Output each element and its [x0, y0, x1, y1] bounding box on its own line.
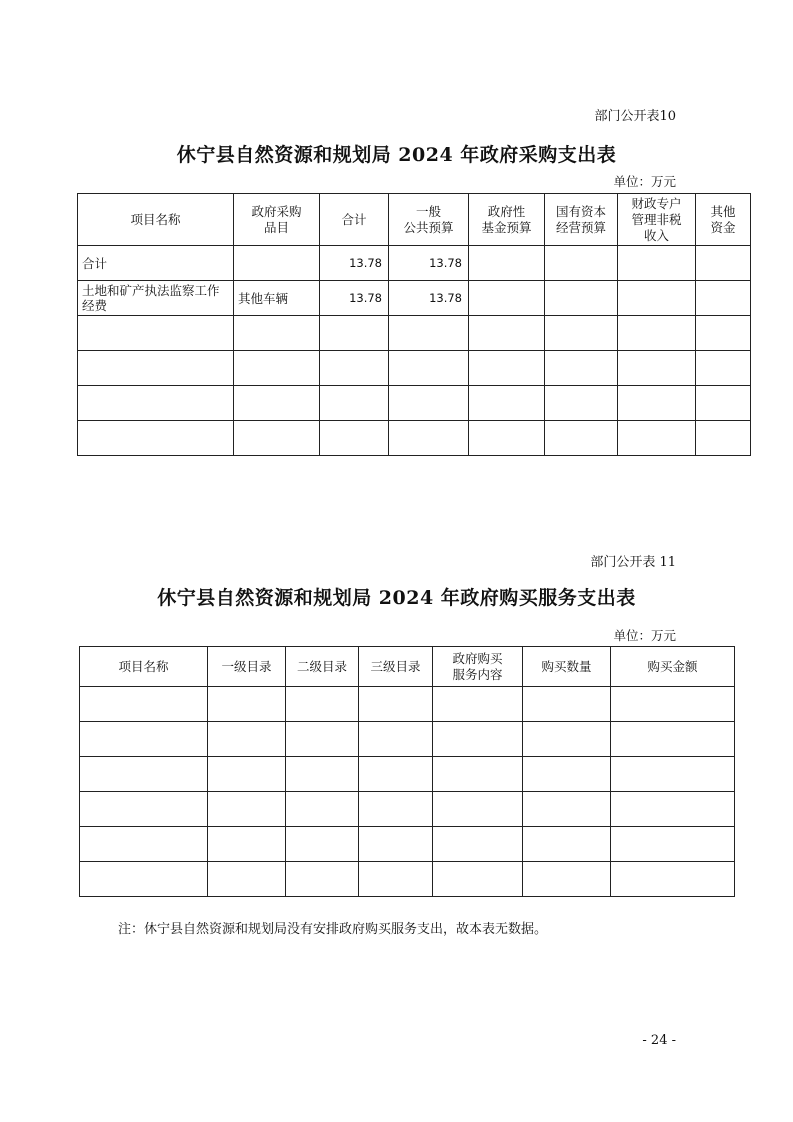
- table-cell: [469, 386, 545, 421]
- table-cell: [208, 722, 286, 757]
- table-row: [80, 757, 735, 792]
- header-cell: 项目名称: [80, 647, 208, 687]
- table-cell: [433, 792, 523, 827]
- table-cell: [611, 862, 735, 897]
- table-cell: [286, 722, 359, 757]
- table-cell: [523, 827, 611, 862]
- table-cell: [545, 316, 618, 351]
- table10-title: 休宁县自然资源和规划局 2024 年政府采购支出表: [176, 144, 617, 166]
- table10-header-row: [78, 194, 751, 246]
- table-cell: [359, 722, 433, 757]
- table-cell: [359, 827, 433, 862]
- table-cell: [78, 421, 234, 456]
- table-cell: [696, 281, 751, 316]
- table-cell: [286, 687, 359, 722]
- table-cell: [611, 792, 735, 827]
- table-cell: [618, 246, 696, 281]
- table-cell: [80, 687, 208, 722]
- table-cell: [80, 862, 208, 897]
- table-cell: [389, 386, 469, 421]
- table-cell: [234, 386, 320, 421]
- table10-unit: 单位：万元: [613, 174, 676, 189]
- table-cell: [611, 687, 735, 722]
- table-cell: 土地和矿产执法监察工作经费: [78, 281, 234, 316]
- table-cell: [469, 316, 545, 351]
- table-row: [80, 792, 735, 827]
- table11-label: 部门公开表 11: [590, 555, 676, 570]
- table-row: [78, 316, 751, 351]
- table-cell: [696, 316, 751, 351]
- table-cell: 13.78: [389, 281, 469, 316]
- table11-header-row: [80, 647, 735, 687]
- table-cell: [433, 862, 523, 897]
- table-cell: [359, 687, 433, 722]
- table11-unit: 单位：万元: [613, 628, 676, 643]
- table-cell: [469, 281, 545, 316]
- table-cell: [433, 722, 523, 757]
- table-cell: [78, 351, 234, 386]
- table-cell: [618, 351, 696, 386]
- table-cell: [234, 351, 320, 386]
- table-row: [80, 722, 735, 757]
- table-cell: [234, 246, 320, 281]
- table-cell: [523, 722, 611, 757]
- table-cell: [80, 722, 208, 757]
- table-cell: [320, 421, 389, 456]
- table-cell: [618, 281, 696, 316]
- table11-title: 休宁县自然资源和规划局 2024 年政府购买服务支出表: [157, 587, 636, 609]
- table-cell: 13.78: [320, 281, 389, 316]
- table11-note: 注：休宁县自然资源和规划局没有安排政府购买服务支出，故本表无数据。: [118, 922, 548, 937]
- table-cell: [696, 386, 751, 421]
- table-row: [80, 827, 735, 862]
- table-cell: [545, 351, 618, 386]
- table-cell: [80, 792, 208, 827]
- table-cell: [433, 757, 523, 792]
- header-cell: 项目名称: [78, 194, 234, 246]
- header-cell: 购买金额: [611, 647, 735, 687]
- header-cell: 政府购买 服务内容: [433, 647, 523, 687]
- table-cell: [234, 316, 320, 351]
- page-number: - 24 -: [642, 1033, 676, 1048]
- table-cell: [469, 351, 545, 386]
- table-cell: [618, 316, 696, 351]
- table-cell: [389, 421, 469, 456]
- table-cell: [696, 246, 751, 281]
- table-row: [80, 862, 735, 897]
- table-cell: [286, 862, 359, 897]
- table-cell: 其他车辆: [234, 281, 320, 316]
- table-cell: [208, 792, 286, 827]
- table-cell: [611, 827, 735, 862]
- header-cell: 三级目录: [359, 647, 433, 687]
- table-cell: [618, 421, 696, 456]
- header-cell: 一级目录: [208, 647, 286, 687]
- table-cell: [286, 757, 359, 792]
- table-cell: [523, 687, 611, 722]
- table-cell: [359, 862, 433, 897]
- table-cell: [433, 827, 523, 862]
- header-cell: 合计: [320, 194, 389, 246]
- table-cell: [359, 792, 433, 827]
- header-cell: 购买数量: [523, 647, 611, 687]
- table-cell: 13.78: [320, 246, 389, 281]
- table-cell: [545, 421, 618, 456]
- table-cell: 合计: [78, 246, 234, 281]
- table-cell: [286, 792, 359, 827]
- table-cell: [389, 351, 469, 386]
- table-cell: [523, 792, 611, 827]
- procurement-table: [77, 193, 751, 456]
- table-cell: [78, 386, 234, 421]
- table-cell: [208, 757, 286, 792]
- table-row: [78, 386, 751, 421]
- header-cell: 政府采购 品目: [234, 194, 320, 246]
- table-cell: [208, 862, 286, 897]
- table-cell: [359, 757, 433, 792]
- table-cell: [320, 386, 389, 421]
- table-cell: [469, 421, 545, 456]
- header-cell: 其他 资金: [696, 194, 751, 246]
- table-cell: [286, 827, 359, 862]
- table-cell: [523, 862, 611, 897]
- table-cell: [523, 757, 611, 792]
- table-row: [78, 246, 751, 281]
- table-cell: [208, 827, 286, 862]
- header-cell: 一般 公共预算: [389, 194, 469, 246]
- header-cell: 政府性 基金预算: [469, 194, 545, 246]
- table-cell: [320, 316, 389, 351]
- table10-label: 部门公开表10: [594, 109, 676, 124]
- table-cell: [208, 687, 286, 722]
- table-row: [78, 351, 751, 386]
- table-cell: [80, 827, 208, 862]
- table-cell: [80, 757, 208, 792]
- table-cell: [696, 351, 751, 386]
- table-cell: [618, 386, 696, 421]
- table-row: [78, 421, 751, 456]
- table-row: [80, 687, 735, 722]
- table-cell: [611, 757, 735, 792]
- header-cell: 国有资本 经营预算: [545, 194, 618, 246]
- table-cell: [545, 246, 618, 281]
- table-cell: [545, 386, 618, 421]
- table-cell: [545, 281, 618, 316]
- table-cell: [469, 246, 545, 281]
- header-cell: 二级目录: [286, 647, 359, 687]
- table-cell: [433, 687, 523, 722]
- table-cell: [78, 316, 234, 351]
- table-cell: [611, 722, 735, 757]
- service-purchase-table: [79, 646, 735, 897]
- table-cell: [234, 421, 320, 456]
- header-cell: 财政专户 管理非税 收入: [618, 194, 696, 246]
- table-cell: 13.78: [389, 246, 469, 281]
- table-cell: [389, 316, 469, 351]
- table-row: [78, 281, 751, 316]
- table-cell: [320, 351, 389, 386]
- table-cell: [696, 421, 751, 456]
